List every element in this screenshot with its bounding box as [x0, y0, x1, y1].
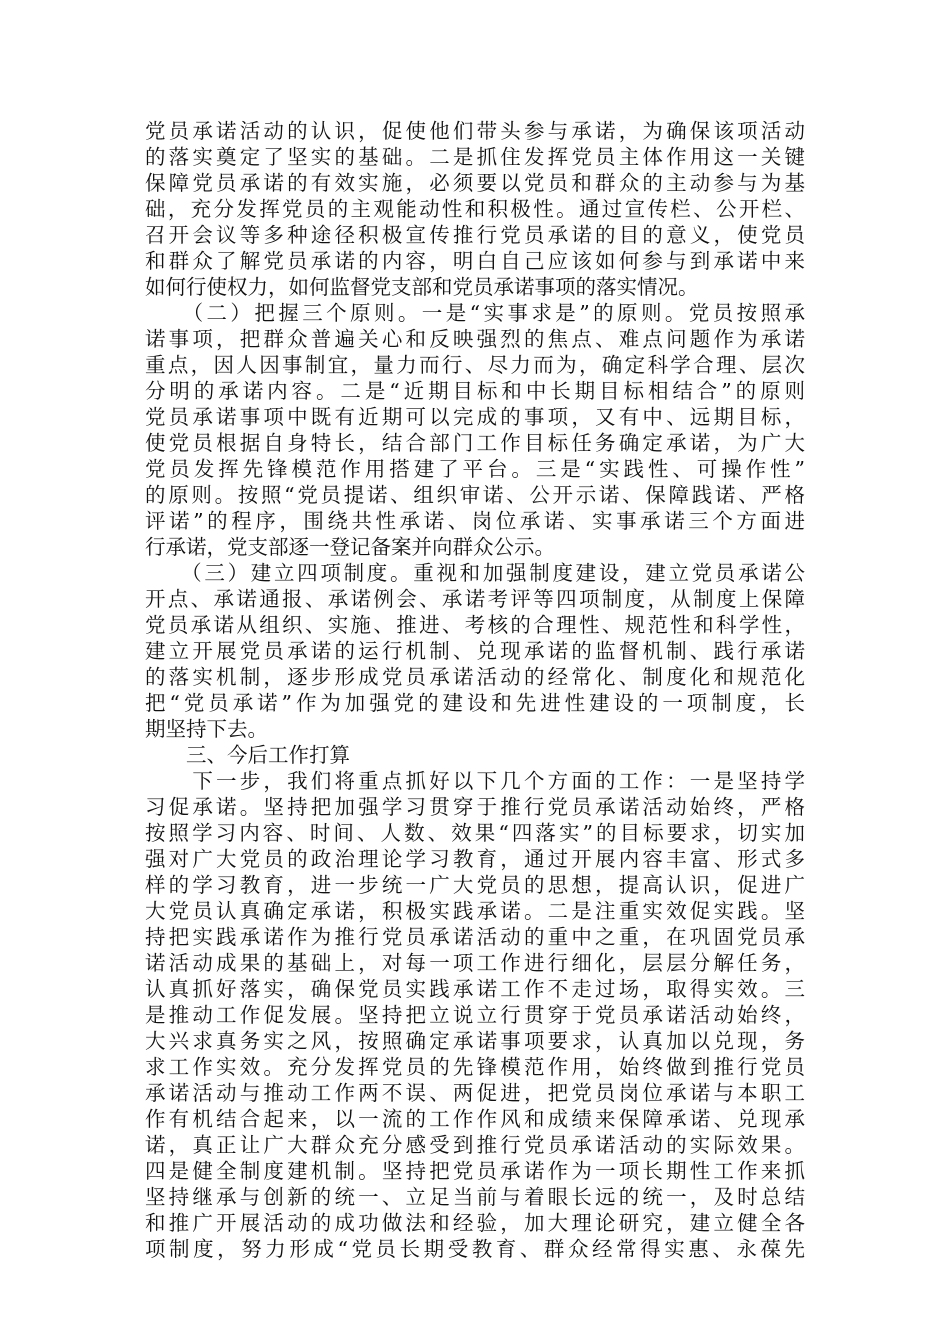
text-line: 期坚持下去。: [145, 717, 268, 741]
text-line: 持把实践承诺作为推行党员承诺活动的重中之重，在巩固党员承: [145, 925, 805, 949]
text-line: 党员承诺事项中既有近期可以完成的事项，又有中、远期目标，: [145, 405, 805, 429]
text-line: 大兴求真务实之风，按照确定承诺事项要求，认真加以兑现，务: [145, 1029, 805, 1053]
text-line: 项制度，努力形成“党员长期受教育、群众经常得实惠、永葆先: [145, 1237, 805, 1261]
text-line: 党员发挥先锋模范作用搭建了平台。三是“实践性、可操作性”: [145, 457, 805, 481]
text-line: 和推广开展活动的成功做法和经验，加大理论研究，建立健全各: [145, 1211, 805, 1235]
text-line: 是推动工作促发展。坚持把立说立行贯穿于党员承诺活动始终，: [145, 1003, 805, 1027]
text-line: 强对广大党员的政治理论学习教育，通过开展内容丰富、形式多: [145, 847, 805, 871]
text-line: 的落实机制，逐步形成党员承诺活动的经常化、制度化和规范化: [145, 665, 805, 689]
text-line: 求工作实效。充分发挥党员的先锋模范作用，始终做到推行党员: [145, 1055, 805, 1079]
section-heading: 三、今后工作打算: [145, 743, 350, 767]
text-line: 分明的承诺内容。二是“近期目标和中长期目标相结合”的原则: [145, 379, 805, 403]
text-line: 党员承诺从组织、实施、推进、考核的合理性、规范性和科学性，: [145, 613, 805, 637]
text-line: 使党员根据自身特长，结合部门工作目标任务确定承诺，为广大: [145, 431, 805, 455]
text-line: 诺活动成果的基础上，对每一项工作进行细化，层层分解任务，: [145, 951, 805, 975]
text-line: 承诺活动与推动工作两不误、两促进，把党员岗位承诺与本职工: [145, 1081, 805, 1105]
text-line: 评诺”的程序，围绕共性承诺、岗位承诺、实事承诺三个方面进: [145, 509, 805, 533]
text-line: 把“党员承诺”作为加强党的建设和先进性建设的一项制度，长: [145, 691, 805, 715]
document-body: [145, 118, 805, 1262]
text-line: 重点，因人因事制宜，量力而行、尽力而为，确定科学合理、层次: [145, 353, 805, 377]
text-line: 础，充分发挥党员的主观能动性和积极性。通过宣传栏、公开栏、: [145, 197, 805, 221]
text-line: 召开会议等多种途径积极宣传推行党员承诺的目的意义，使党员: [145, 223, 805, 247]
text-line: 开点、承诺通报、承诺例会、承诺考评等四项制度，从制度上保障: [145, 587, 805, 611]
text-line: 保障党员承诺的有效实施，必须要以党员和群众的主动参与为基: [145, 171, 805, 195]
text-line: 大党员认真确定承诺，积极实践承诺。二是注重实效促实践。坚: [145, 899, 805, 923]
text-line: 如何行使权力，如何监督党支部和党员承诺事项的落实情况。: [145, 275, 699, 299]
text-line: 的原则。按照“党员提诺、组织审诺、公开示诺、保障践诺、严格: [145, 483, 805, 507]
text-line: （二）把握三个原则。一是“实事求是”的原则。党员按照承: [145, 301, 805, 325]
text-line: 和群众了解党员承诺的内容，明白自己应该如何参与到承诺中来: [145, 249, 805, 273]
text-line: 坚持继承与创新的统一、立足当前与着眼长远的统一，及时总结: [145, 1185, 805, 1209]
text-line: 作有机结合起来，以一流的工作作风和成绩来保障承诺、兑现承: [145, 1107, 805, 1131]
text-line: 诺事项，把群众普遍关心和反映强烈的焦点、难点问题作为承诺: [145, 327, 805, 351]
text-line: 习促承诺。坚持把加强学习贯穿于推行党员承诺活动始终，严格: [145, 795, 805, 819]
text-line: 四是健全制度建机制。坚持把党员承诺作为一项长期性工作来抓: [145, 1159, 805, 1183]
text-line: 按照学习内容、时间、人数、效果“四落实”的目标要求，切实加: [145, 821, 805, 845]
text-line: 的落实奠定了坚实的基础。二是抓住发挥党员主体作用这一关键: [145, 145, 805, 169]
text-line: 行承诺，党支部逐一登记备案并向群众公示。: [145, 535, 555, 559]
text-line: 样的学习教育，进一步统一广大党员的思想，提高认识，促进广: [145, 873, 805, 897]
text-line: 下一步，我们将重点抓好以下几个方面的工作：一是坚持学: [145, 769, 805, 793]
text-line: 诺，真正让广大群众充分感受到推行党员承诺活动的实际效果。: [145, 1133, 805, 1157]
text-line: 党员承诺活动的认识，促使他们带头参与承诺，为确保该项活动: [145, 119, 805, 143]
text-line: 认真抓好落实，确保党员实践承诺工作不走过场，取得实效。三: [145, 977, 805, 1001]
text-line: 建立开展党员承诺的运行机制、兑现承诺的监督机制、践行承诺: [145, 639, 805, 663]
text-line: （三）建立四项制度。重视和加强制度建设，建立党员承诺公: [145, 561, 805, 585]
